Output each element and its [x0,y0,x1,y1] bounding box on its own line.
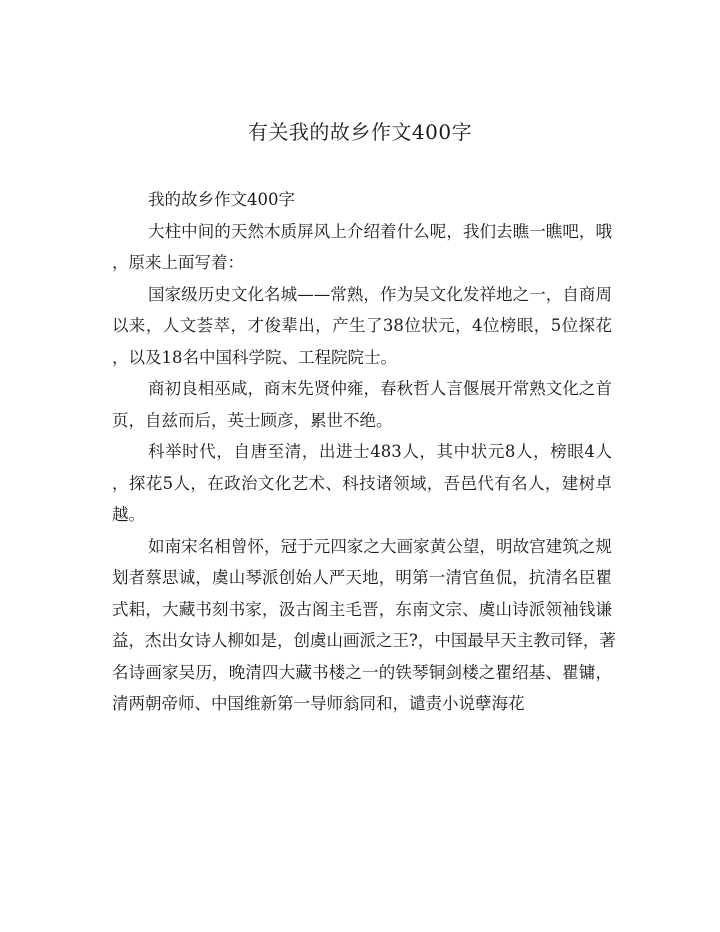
document-body [112,184,616,720]
text-line: ，原来上面写着： [112,253,244,272]
text-line: 以来，人文荟萃，才俊辈出，产生了38位状元，4位榜眼，5位探花 [112,316,612,335]
text-line: 页，自兹而后，英士顾彦，累世不绝。 [112,410,393,430]
text-line: 划者蔡思诚，虞山琴派创始人严天地，明第一清官鱼侃，抗清名臣瞿 [112,568,612,587]
paragraph-imperial-exams [112,436,612,531]
text-line: 我的故乡作文400字 [148,190,295,209]
text-line: 名诗画家吴历，晚清四大藏书楼之一的铁琴铜剑楼之瞿绍基、瞿镛， [112,662,612,682]
text-line: 式耜，大藏书刻书家，汲古阁主毛晋，东南文宗、虞山诗派领袖钱谦 [112,599,612,619]
text-line: 国家级历史文化名城——常熟，作为吴文化发祥地之一，自商周 [148,284,612,304]
text-line: 越。 [112,505,145,524]
text-line: 大柱中间的天然木质屏风上介绍着什么呢，我们去瞧一瞧吧，哦 [148,221,612,241]
document-title: 有关我的故乡作文400字 [247,120,473,144]
paragraph-screen-intro [112,216,612,279]
paragraph-ancient-sages [112,373,612,436]
text-line: 商初良相巫咸，商末先贤仲雍，春秋哲人言偃展开常熟文化之首 [148,379,612,398]
text-line: 科举时代，自唐至清，出进士483人，其中状元8人，榜眼4人 [148,442,612,461]
paragraph-famous-people [112,531,616,720]
text-line: 清两朝帝师、中国维新第一导师翁同和，谴责小说孽海花 [112,694,525,713]
text-line: ，以及18名中国科学院、工程院院士。 [112,347,397,367]
text-line: 益，杰出女诗人柳如是，创虞山画派之王?，中国最早天主教司铎，著 [112,631,616,650]
paragraph-subtitle [112,184,612,216]
text-line: 如南宋名相曾怀，冠于元四家之大画家黄公望，明故宫建筑之规 [148,536,612,556]
paragraph-changshu-history [112,279,612,374]
text-line: ，探花5人，在政治文化艺术、科技诸领域，吾邑代有名人，建树卓 [112,473,612,493]
